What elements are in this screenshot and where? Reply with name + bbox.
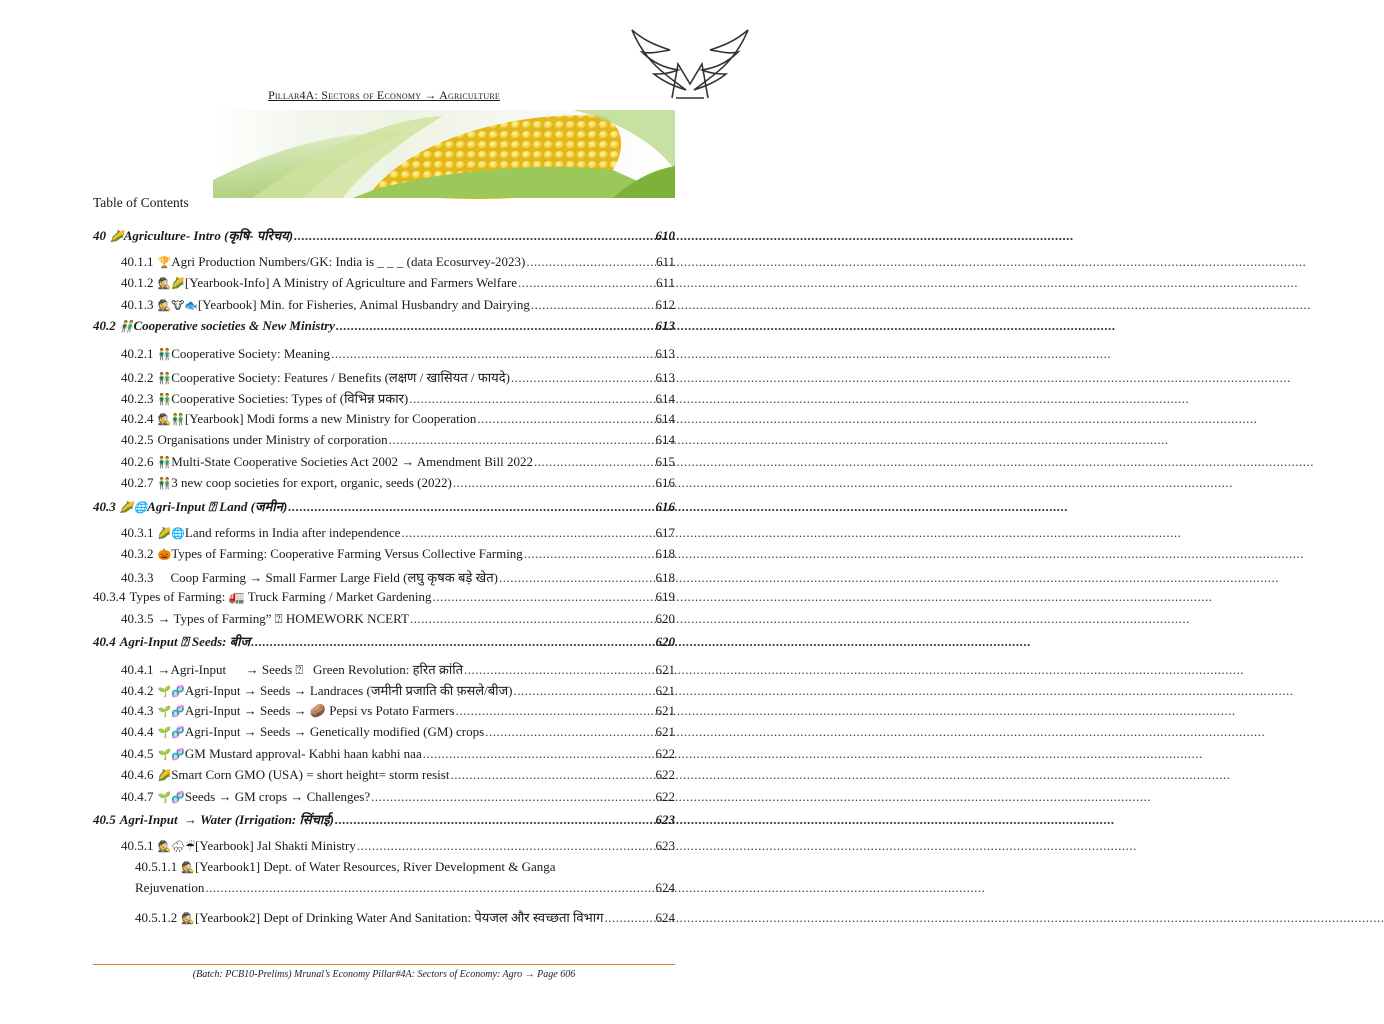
toc-entry[interactable] [93,525,675,541]
people-icon: 👬 [157,372,172,385]
trophy-icon: 🏆 [157,256,172,269]
toc-entry-number: 40.1.1 [121,254,154,269]
toc-entry-number: 40.4.5 [121,746,154,761]
toc-entry-title: Types of Farming: 🚛 Truck Farming / Market Gardening [129,589,432,604]
toc-entry-number: 40.1.3 [121,297,154,312]
dot-leader [485,724,654,740]
pumpkin-icon: 🎃 [157,548,172,561]
toc-page-number: 620 [655,634,675,649]
toc-entry-number: 40.2.3 [121,391,154,406]
seedling-dna-icon: 🌱🧬 [157,748,185,761]
corn-globe-icon: 🌽🌐 [119,501,148,514]
dot-leader [477,411,654,427]
toc-entry-number: 40.4.4 [121,724,154,739]
page-header-title: Pillar4A: Sectors of Economy → Agriculture [268,88,500,102]
dot-leader [456,703,655,719]
toc-entry-title: Cooperative Societies: Types of (विभिन्न प्रकार) [171,391,409,406]
toc-entry-title: Agri-Input → Seeds → Landraces (जमीनी प्रजाति की फ़सले/बीज) [184,683,513,698]
people-icon: 👬 [157,348,172,361]
toc-entry-number: 40.4 [93,634,116,649]
dot-leader [534,454,655,470]
toc-entry[interactable] [93,632,675,650]
toc-entry[interactable] [93,724,675,740]
toc-entry-number: 40.5.1.2 [135,910,178,925]
toc-entry-number: 40 [93,228,106,243]
dot-leader [371,789,654,805]
dot-leader [432,589,654,605]
toc-page-number: 616 [655,499,675,514]
dot-leader [336,318,655,334]
dot-leader [518,275,655,291]
seedling-dna-icon: 🌱🧬 [157,685,185,698]
detective-rain-icon: 🕵🌧☔ [157,840,196,853]
toc-entry[interactable] [93,368,675,386]
toc-page-number: 614 [655,432,675,447]
toc-entry[interactable] [93,908,675,926]
people-icon: 👬 [119,320,134,333]
toc-entry-title: [Yearbook1] Dept. of Water Resources, River Development & Ganga [194,859,556,874]
dot-leader [409,391,654,407]
toc-entry[interactable] [93,411,675,427]
toc-page-number: 622 [655,746,675,761]
toc-entry-title: → Types of Farming” ⍰ HOMEWORK NCERT [157,611,409,626]
toc-page-number: 618 [655,570,675,585]
toc-entry-title: Agri Production Numbers/GK: India is _ _ _ (data Ecosurvey-2023) [171,254,526,269]
toc-entry-title: Types of Farming: Cooperative Farming Versus Collective Farming [171,546,523,561]
toc-entry-number: 40.5.1.1 [135,859,178,874]
toc-entry-number: 40.2.4 [121,411,154,426]
toc-entry-title: [Yearbook2] Dept of Drinking Water And Sanitation: पेयजल और स्वच्छता विभाग [194,910,604,925]
toc-page-number: 620 [655,611,675,626]
toc-entry-title: Land reforms in India after independence [184,525,401,540]
toc-entry[interactable] [93,810,675,828]
toc-entry[interactable] [93,226,675,244]
toc-entry[interactable] [93,346,675,362]
toc-entry[interactable] [93,746,675,762]
toc-page-number: 612 [655,297,675,312]
toc-entry[interactable] [93,254,675,270]
toc-page-number: 623 [655,812,675,827]
toc-entry-number: 40.2.1 [121,346,154,361]
page-footer: (Batch: PCB10-Prelims) Mrunal’s Economy Pillar#4A: Sectors of Economy: Agro → Page 606 [192,969,576,980]
toc-entry-title: [Yearbook-Info] A Ministry of Agriculture and Farmers Welfare [184,275,517,290]
toc-page-number: 618 [655,546,675,561]
toc-page-number: 621 [655,683,675,698]
toc-entry-title: 3 new coop societies for export, organic, seeds (2022) [171,475,452,490]
dot-leader [294,228,654,244]
dot-leader [288,499,654,515]
dot-leader [450,767,654,783]
toc-entry-number: 40.3.2 [121,546,154,561]
toc-entry[interactable] [93,275,675,291]
seedling-dna-icon: 🌱🧬 [157,705,185,718]
dot-leader [401,525,654,541]
dot-leader [335,812,655,828]
toc-entry[interactable] [93,318,675,334]
toc-entry-title: Cooperative Society: Features / Benefits (लक्षण / खासियत / फायदे) [171,370,510,385]
toc-entry-number: 40.2.5 [121,432,154,447]
toc-entry-title: [Yearbook] Modi forms a new Ministry for Cooperation [184,411,477,426]
toc-entry-number: 40.1.2 [121,275,154,290]
corn-banner-image [213,110,675,198]
toc-entry[interactable] [93,497,675,515]
toc-entry-title: Agri-Input ⍰ Seeds: बीज [119,634,251,649]
dot-leader [389,432,655,448]
toc-entry-title: Organisations under Ministry of corporation [157,432,388,447]
toc-entry[interactable] [93,546,675,562]
toc-entry-number: 40.4.3 [121,703,154,718]
toc-page-number: 616 [655,475,675,490]
toc-entry[interactable] [93,703,675,719]
toc-entry[interactable] [93,297,675,313]
toc-page-number: 624 [655,910,675,925]
toc-entry-number: 40.2 [93,318,116,333]
toc-entry-number: 40.3 [93,499,116,514]
dot-leader [453,475,655,491]
corn-icon: 🌽 [110,230,124,243]
detective-cow-fish-icon: 🕵🐮🐟 [157,299,198,312]
toc-entry-title: [Yearbook] Min. for Fisheries, Animal Husbandry and Dairying [197,297,530,312]
toc-page-number: 613 [655,370,675,385]
toc-entry-number: 40.4.7 [121,789,154,804]
detective-icon: 🕵 [181,912,195,925]
dot-leader [205,880,654,896]
toc-entry-title: [Yearbook] Jal Shakti Ministry [195,838,356,853]
toc-entry-title: Agri-Input → Seeds → Genetically modified (GM) crops [184,724,485,739]
toc-entry[interactable] [93,475,675,491]
toc-entry-number: 40.3.3 [121,570,154,585]
toc-entry[interactable] [93,389,675,407]
toc-entry[interactable] [93,859,675,896]
footer-divider [93,964,675,965]
toc-entry-title: Agriculture- Intro (कृषि- परिचय) [123,228,294,243]
toc-entry-number: 40.2.6 [121,454,154,469]
dot-leader [531,297,655,313]
detective-people-icon: 🕵👬 [157,413,185,426]
toc-page-number: 617 [655,525,675,540]
toc-entry[interactable] [93,838,675,854]
toc-entry-title: →Agri-Input → Seeds ⍰ Green Revolution: हरित क्रांति [157,662,463,677]
toc-page-number: 615 [655,454,675,469]
toc-page-number: 622 [655,789,675,804]
toc-entry[interactable] [93,454,675,470]
toc-entry[interactable] [93,660,675,678]
toc-entry-title: Seeds → GM crops → Challenges? [184,789,371,804]
toc-page-number: 622 [655,767,675,782]
toc-page-number: 611 [655,254,675,269]
dot-leader [423,746,655,762]
toc-entry-number: 40.5 [93,812,116,827]
dot-leader [251,634,654,650]
toc-page-number: 610 [655,228,675,243]
people-icon: 👬 [157,393,172,406]
toc-heading: Table of Contents [93,195,189,210]
detective-corn-icon: 🕵🌽 [157,277,185,290]
toc-page-number: 611 [655,275,675,290]
dot-leader [499,570,655,586]
toc-entry-number: 40.3.4 [93,589,126,604]
dot-leader [357,838,655,854]
toc-entry-number: 40.4.2 [121,683,154,698]
toc-entry-title: Agri-Input ⍰ Land (जमीन) [147,499,288,514]
corn-globe-icon: 🌽🌐 [157,527,185,540]
toc-page-number: 613 [655,318,675,333]
toc-page-number: 614 [655,391,675,406]
toc-entry-title: Coop Farming → Small Farmer Large Field (लघु कृषक बड़े खेत) [157,570,498,585]
toc-entry-number: 40.2.7 [121,475,154,490]
toc-entry-number: 40.5.1 [121,838,154,853]
toc-entry[interactable] [93,789,675,805]
toc-page-number: 621 [655,662,675,677]
toc-entry-number: 40.4.6 [121,767,154,782]
toc-entry[interactable] [93,767,675,783]
toc-entry[interactable] [93,681,675,699]
toc-entry-title-continued: Rejuvenation [135,880,205,895]
toc-page-number: 613 [655,346,675,361]
seedling-dna-icon: 🌱🧬 [157,791,185,804]
toc-page-number: 624 [655,880,675,895]
toc-page-number: 619 [655,589,675,604]
toc-entry-number: 40.4.1 [121,662,154,677]
toc-entry-title: Agri-Input → Seeds → 🥔 Pepsi vs Potato Farmers [184,703,455,718]
toc-entry-title: Multi-State Cooperative Societies Act 2002 → Amendment Bill 2022 [171,454,533,469]
dot-leader [524,546,655,562]
dot-leader [511,370,655,386]
dot-leader [464,662,655,678]
seedling-dna-icon: 🌱🧬 [157,726,185,739]
toc-entry-title: Cooperative societies & New Ministry [133,318,335,333]
toc-page-number: 621 [655,724,675,739]
toc-entry-title: GM Mustard approval- Kabhi haan kabhi naa [184,746,422,761]
detective-icon: 🕵 [181,861,195,874]
people-icon: 👬 [157,456,172,469]
people-icon: 👬 [157,477,172,490]
toc-entry-title: Cooperative Society: Meaning [171,346,331,361]
dot-leader [513,683,654,699]
toc-entry-number: 40.3.5 [121,611,154,626]
dot-leader [526,254,655,270]
toc-entry[interactable] [93,432,675,448]
toc-entry-number: 40.2.2 [121,370,154,385]
toc-entry-title: Smart Corn GMO (USA) = short height= storm resist [171,767,450,782]
dot-leader [604,910,654,926]
corn-icon: 🌽 [157,769,172,782]
dot-leader [410,611,655,627]
toc-entry[interactable] [93,611,675,627]
toc-page-number: 621 [655,703,675,718]
dot-leader [331,346,654,362]
toc-entry[interactable] [93,589,675,605]
toc-entry[interactable] [93,568,675,586]
toc-page-number: 623 [655,838,675,853]
toc-entry-title: Agri-Input → Water (Irrigation: सिंचाई) [119,812,334,827]
toc-page-number: 614 [655,411,675,426]
toc-entry-number: 40.3.1 [121,525,154,540]
